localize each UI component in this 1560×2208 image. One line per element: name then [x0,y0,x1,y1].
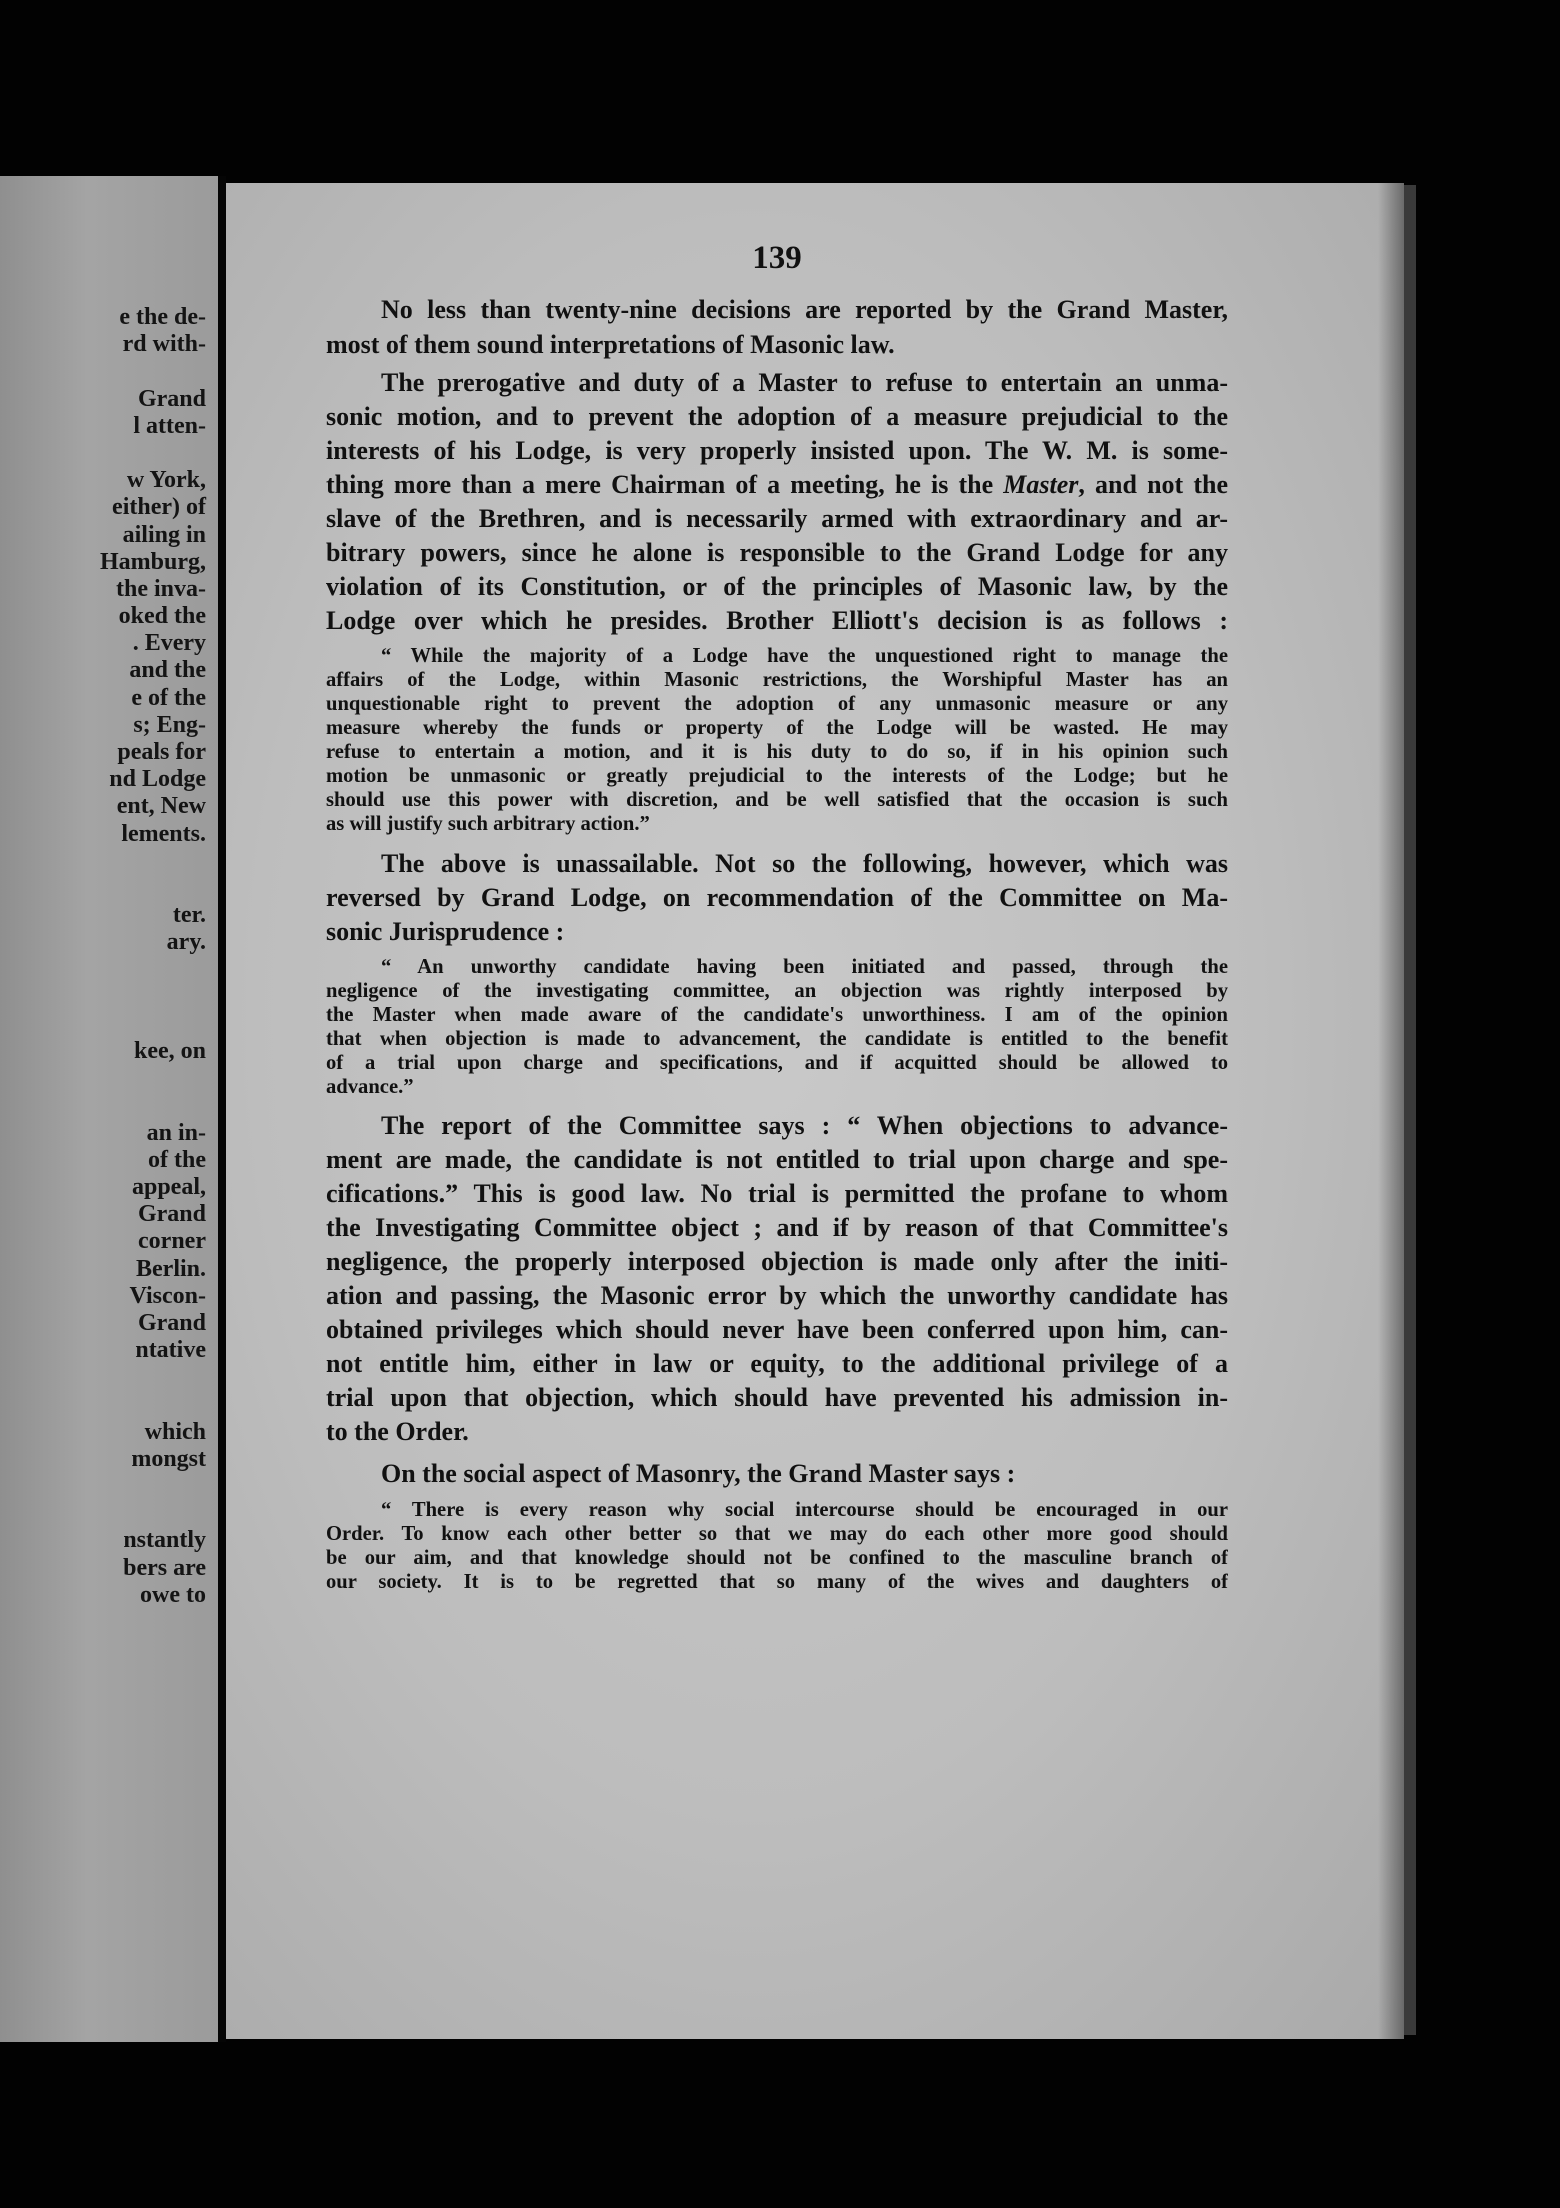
quoted-text-line: measure whereby the funds or property of the Lodge will be wasted. He may [326,717,1228,739]
quoted-text-line: should use this power with discretion, and be well satisfied that the occasion is such [326,789,1228,811]
quoted-text-line: unquestionable right to prevent the adoption of any unmasonic measure or any [326,693,1228,715]
previous-page-line [0,1392,206,1419]
previous-page-line: of the [148,1146,206,1173]
previous-page-line: peals for [117,739,206,765]
previous-page-line: Grand [137,1309,206,1336]
quoted-text-line: “ An unworthy candidate having been initiated and passed, through the [381,956,1228,978]
body-text-line: On the social aspect of Masonry, the Grand Master says : [381,1459,1016,1488]
body-text-line: bitrary powers, since he alone is responsible to the Grand Lodge for any [326,538,1228,567]
previous-page-line [0,1500,206,1527]
previous-page-line [0,957,206,984]
body-text-line: violation of its Constitution, or of the principles of Masonic law, by the [326,572,1228,601]
body-text-line: ment are made, the candidate is not entitled to trial upon charge and spe- [326,1145,1228,1174]
previous-page-line: Grand [137,1201,206,1228]
quoted-text-line: negligence of the investigating committee, an objection was rightly interposed by [326,980,1228,1002]
previous-page-line: bers are [123,1554,206,1581]
previous-page-line [0,1065,206,1092]
previous-page-line: . Every [132,630,206,657]
previous-page-line: which [144,1418,206,1445]
body-text-line: the Investigating Committee object ; and if by reason of that Committee's [326,1213,1228,1242]
previous-page-line: mongst [131,1445,206,1472]
body-text-line: interests of his Lodge, is very properly insisted upon. The W. M. is some- [326,436,1228,465]
previous-page-line: either) of [112,494,206,521]
quoted-text-line: Order. To know each other better so that we may do each other more good should [326,1523,1228,1545]
body-text-line: The report of the Committee says : “ When objections to advance- [381,1111,1228,1140]
previous-page-line: nstantly [123,1527,206,1554]
quoted-text-line: as will justify such arbitrary action.” [326,813,650,835]
page-gutter [218,176,226,2042]
previous-page-line: the inva- [116,575,206,602]
body-text-line: sonic motion, and to prevent the adoption of a measure prejudicial to the [326,402,1228,431]
quoted-text-line: “ There is every reason why social intercourse should be encouraged in our [381,1499,1228,1521]
body-text-line: cifications.” This is good law. No trial is permitted the profane to whom [326,1179,1228,1208]
page-edge-shadow [1404,185,1416,2035]
previous-page-line [0,1473,206,1500]
previous-page-line: Grand [137,385,206,412]
previous-page-line: w York, [126,467,206,494]
body-text-line: trial upon that objection, which should have prevented his admission in- [326,1383,1228,1412]
quoted-text-line: be our aim, and that knowledge should not be confined to the masculine branch of [326,1547,1228,1569]
previous-page-line: ter. [172,902,206,929]
previous-page-line [0,440,206,467]
previous-page-line [0,848,206,875]
previous-page-line: l atten- [133,412,206,439]
body-text-line: Lodge over which he presides. Brother Elliott's decision is as follows : [326,606,1228,635]
previous-page-line [0,984,206,1011]
previous-page-line: Hamburg, [99,548,206,575]
page-139 [226,183,1404,2039]
previous-page-line: rd with- [122,331,206,358]
body-text-line: ation and passing, the Masonic error by which the unworthy candidate has [326,1281,1228,1310]
body-text-line: reversed by Grand Lodge, on recommendation of the Committee on Ma- [326,883,1228,912]
body-text-line: sonic Jurisprudence : [326,917,565,946]
quoted-text-line: of a trial upon charge and specifications, and if acquitted should be allowed to [326,1052,1228,1074]
previous-page-line: ailing in [122,521,206,548]
previous-page-line: and the [129,657,206,684]
previous-page-line: oked the [118,603,206,630]
previous-page-line: corner [138,1228,206,1255]
body-text-line: to the Order. [326,1417,469,1446]
body-text-line: obtained privileges which should never have been conferred upon him, can- [326,1315,1228,1344]
previous-page-line: appeal, [131,1174,206,1200]
body-text-line: not entitle him, either in law or equity, to the additional privilege of a [326,1349,1228,1378]
body-text-line: The above is unassailable. Not so the following, however, which was [381,849,1228,878]
quoted-text-line: “ While the majority of a Lodge have the unquestioned right to manage the [381,645,1228,667]
previous-page-line [0,358,206,385]
previous-page-line: lements. [121,820,206,847]
body-text-line: thing more than a mere Chairman of a meeting, he is the Master, and not the [326,470,1228,499]
previous-page-line [0,1092,206,1119]
previous-page-line: Berlin. [136,1255,206,1282]
previous-page-line: ntative [135,1337,206,1364]
quoted-text-line: our society. It is to be regretted that so many of the wives and daughters of [326,1571,1228,1593]
previous-page-fragment [0,176,218,2042]
quoted-text-line: that when objection is made to advancement, the candidate is entitled to the benefit [326,1028,1228,1050]
previous-page-line: owe to [140,1581,206,1608]
previous-page-line: e of the [131,684,206,711]
body-text-line: No less than twenty-nine decisions are reported by the Grand Master, [381,295,1228,324]
previous-page-line: kee, on [134,1038,206,1065]
quoted-text-line: affairs of the Lodge, within Masonic restrictions, the Worshipful Master has an [326,669,1228,691]
previous-page-line: an in- [146,1119,206,1146]
previous-page-line: ent, New [116,793,206,820]
previous-page-line [0,875,206,902]
previous-page-line: s; Eng- [133,711,206,738]
body-text-line: negligence, the properly interposed objection is made only after the initi- [326,1247,1228,1276]
quoted-text-line: advance.” [326,1076,414,1098]
page-number: 139 [752,240,802,276]
previous-page-line: e the de- [119,304,206,330]
body-text-line: slave of the Brethren, and is necessarily armed with extraordinary and ar- [326,504,1228,533]
previous-page-line [0,1364,206,1391]
quoted-text-line: motion be unmasonic or greatly prejudicial to the interests of the Lodge; but he [326,765,1228,787]
body-text-line: most of them sound interpretations of Masonic law. [326,330,895,359]
previous-page-line [0,1011,206,1038]
quoted-text-line: the Master when made aware of the candidate's unworthiness. I am of the opinion [326,1004,1228,1026]
previous-page-text [0,304,206,1609]
body-text-line: The prerogative and duty of a Master to refuse to entertain an unma- [381,368,1228,397]
previous-page-line: ary. [166,929,206,956]
previous-page-line: nd Lodge [109,766,206,793]
quoted-text-line: refuse to entertain a motion, and it is his duty to do so, if in his opinion such [326,741,1228,763]
previous-page-line: Viscon- [129,1282,206,1309]
